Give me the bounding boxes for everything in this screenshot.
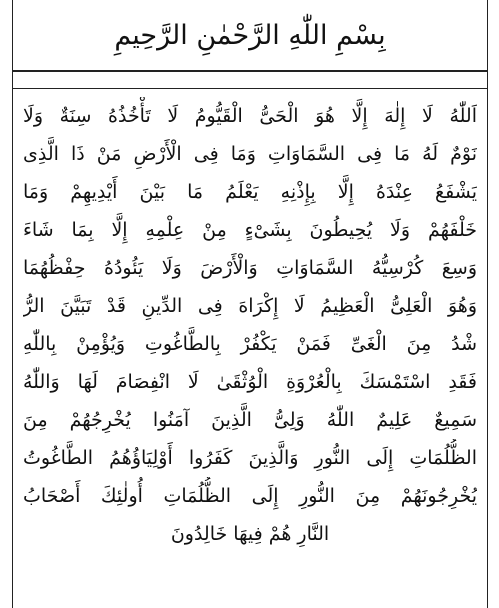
verse-line: سَمِيعٌ عَلِيمٌ اللّٰهُ وَلِىُّ الَّذِينَ آمَنُوا يُخْرِجُهُمْ مِنَ <box>23 409 477 431</box>
verse-lines <box>23 97 477 553</box>
verse-line: يُخْرِجُونَهُمْ مِنَ النُّورِ إِلَى الظُّلُمَاتِ أُولٰئِكَ أَصْحَابُ <box>23 485 477 507</box>
basmala-text: بِسْمِ اللّٰهِ الرَّحْمٰنِ الرَّحِيمِ <box>114 19 386 51</box>
verse-line: نَوْمٌ لَهُ مَا فِى السَّمَاوَاتِ وَمَا فِى الْأَرْضِ مَنْ ذَا الَّذِى <box>23 143 477 165</box>
verse-line: وَهُوَ الْعَلِىُّ الْعَظِيمُ لَا إِكْرَاهَ فِى الدِّينِ قَدْ تَبَيَّنَ الرُّ <box>23 295 477 317</box>
verse-line: اَللّٰهُ لَا إِلٰهَ إِلَّا هُوَ الْحَىُّ الْقَيُّومُ لَا تَأْخُذُهُ سِنَةٌ وَلَا <box>23 105 477 127</box>
frame-gap <box>12 72 488 88</box>
verse-line: الظُّلُمَاتِ إِلَى النُّورِ وَالَّذِينَ كَفَرُوا أَوْلِيَاؤُهُمُ الطَّاغُوتُ <box>23 447 477 469</box>
verse-line: فَقَدِ اسْتَمْسَكَ بِالْعُرْوَةِ الْوُثْقَىٰ لَا انْفِصَامَ لَهَا وَاللّٰهُ <box>23 371 477 393</box>
verse-line: خَلْفَهُمْ وَلَا يُحِيطُونَ بِشَىْءٍ مِنْ عِلْمِهِ إِلَّا بِمَا شَاءَ <box>23 219 477 241</box>
verse-line: يَشْفَعُ عِنْدَهُ إِلَّا بِإِذْنِهِ يَعْلَمُ مَا بَيْنَ أَيْدِيهِمْ وَمَا <box>23 181 477 203</box>
verse-line: شْدُ مِنَ الْغَىِّ فَمَنْ يَكْفُرْ بِالطَّاغُوتِ وَيُؤْمِنْ بِاللّٰهِ <box>23 333 477 355</box>
basmala-header <box>12 0 488 72</box>
verse-line: وَسِعَ كُرْسِيُّهُ السَّمَاوَاتِ وَالْأَرْضَ وَلَا يَئُودُهُ حِفْظُهُمَا <box>23 257 477 279</box>
verse-text-box <box>12 88 488 608</box>
verse-line: النَّارِ هُمْ فِيهَا خَالِدُونَ <box>170 523 330 545</box>
